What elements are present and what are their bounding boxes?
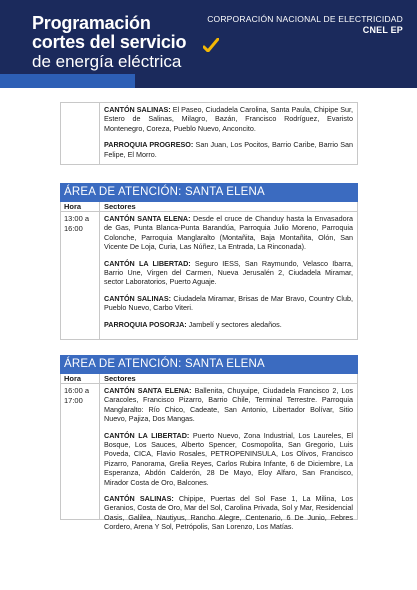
hora-cell: 13:00 a 16:00	[61, 212, 100, 339]
sector-paragraph: CANTÓN SALINAS: Ciudadela Miramar, Brisas de Mar Bravo, Country Club, Pueblo Nuevo, Carbo Viteri.	[104, 293, 353, 313]
section-header: ÁREA DE ATENCIÓN: SANTA ELENA	[60, 183, 358, 202]
checkmark-icon	[203, 38, 219, 52]
column-header-hora: Hora	[61, 202, 100, 211]
column-header-sectores: Sectores	[104, 374, 136, 383]
header-accent-bar	[0, 74, 135, 88]
title-line-1: Programación	[32, 13, 151, 33]
hora-cell	[61, 103, 100, 164]
page-header	[0, 0, 417, 88]
section-header: ÁREA DE ATENCIÓN: SANTA ELENA	[60, 355, 358, 374]
hora-cell: 16:00 a 17:00	[61, 384, 100, 519]
schedule-table	[60, 202, 358, 340]
title-line-3: de energía eléctrica	[32, 52, 182, 71]
sectores-cell	[100, 103, 357, 164]
title-line-2: cortes del servicio	[32, 32, 187, 52]
table-header-row	[61, 202, 357, 212]
column-header-sectores: Sectores	[104, 202, 136, 211]
sector-paragraph: CANTÓN LA LIBERTAD: Seguro IESS, San Raymundo, Velasco Ibarra, Barrio Une, Virgen del Carmen, Nueva Jerusalén 2, Ciudadela Miramar, sector Laboratorios, Puerto Aguaje.	[104, 258, 354, 287]
sector-paragraph: CANTÓN SANTA ELENA: Desde el cruce de Chanduy hasta la Envasadora de Gas, Punta Blanca-Punta Barandúa, Parroquia Julio Moreno, Parroquia Colonche, Parroquia Manglaralto (Montañita, Baja Montañita, Olón, San Vicente De Loja, Curia, Las Núñez, La Entrada, La Rinconada).	[104, 214, 353, 252]
sectores-cell	[100, 384, 357, 535]
schedule-table	[60, 374, 358, 532]
sector-paragraph: CANTÓN SALINAS: Chipipe, Puertas del Sol Fase 1, La Milina, Los Geranios, Costa de Oro, Mar del Sol, Carolina Privada, Sol y Mar, Residencial Oasis, Galilea, Nautiyus, Rancho Alegre, Centenario, 6 De Junio, Febres Cordero, Arena Y Sol, Petrópolis, San Lorenzo, Los Matías.	[104, 494, 354, 532]
column-header-hora: Hora	[61, 374, 100, 383]
company-name: CORPORACIÓN NACIONAL DE ELECTRICIDAD	[207, 14, 403, 24]
sectores-cell	[100, 212, 357, 339]
document-title	[32, 14, 186, 71]
table-row	[61, 103, 357, 164]
company-brand: CNEL EP	[362, 25, 403, 35]
table-row	[61, 212, 357, 339]
sector-paragraph: CANTÓN SANTA ELENA: Ballenita, Chuyuipe, Ciudadela Francisco 2, Los Caracoles, Francisco Pizarro, Barrio Chile, Terminal Terrestre. Parroquia Manglaralto: Río Chico, Cadeate, San Antonio, Libertador Bolívar, Sitio Nuevo, Pajiza, Dos Mangas.	[104, 386, 353, 424]
sector-paragraph: CANTÓN LA LIBERTAD: Puerto Nuevo, Zona Industrial, Los Laureles, El Bosque, Los Sauces, Alberto Spencer, Cosmopolita, San Gregorio, Luis Poveda, CICA, Flavio Rosales, PETROPENINSULA, Los Olivos, Francisco Pizarro, Panorama, Grelia Reyes, Carlos Rubira Infante, 6 de Diciembre, La Esperanza, Abdón Calderón, 28 De Mayo, Eloy Alfaro, San Francisco, Mirador Costa de Oro, Balcones.	[104, 430, 353, 487]
table-header-row	[61, 374, 357, 384]
sector-paragraph: PARROQUIA POSORJA: Jambelí y sectores aledaños.	[104, 319, 282, 329]
schedule-table-continuation	[60, 102, 358, 165]
sector-paragraph: CANTÓN SALINAS: El Paseo, Ciudadela Carolina, Santa Paula, Chipipe Sur, Estero de Salinas, Milagro, Bazán, Francisco Rodríguez, Evaristo Montenegro, Coreza, Pueblo Nuevo, Anconcito.	[104, 105, 353, 133]
sector-paragraph: PARROQUIA PROGRESO: San Juan, Los Pocitos, Barrio Caribe, Barrio San Felipe, El Morro.	[104, 140, 353, 159]
company-info	[207, 14, 403, 36]
table-row	[61, 384, 357, 535]
